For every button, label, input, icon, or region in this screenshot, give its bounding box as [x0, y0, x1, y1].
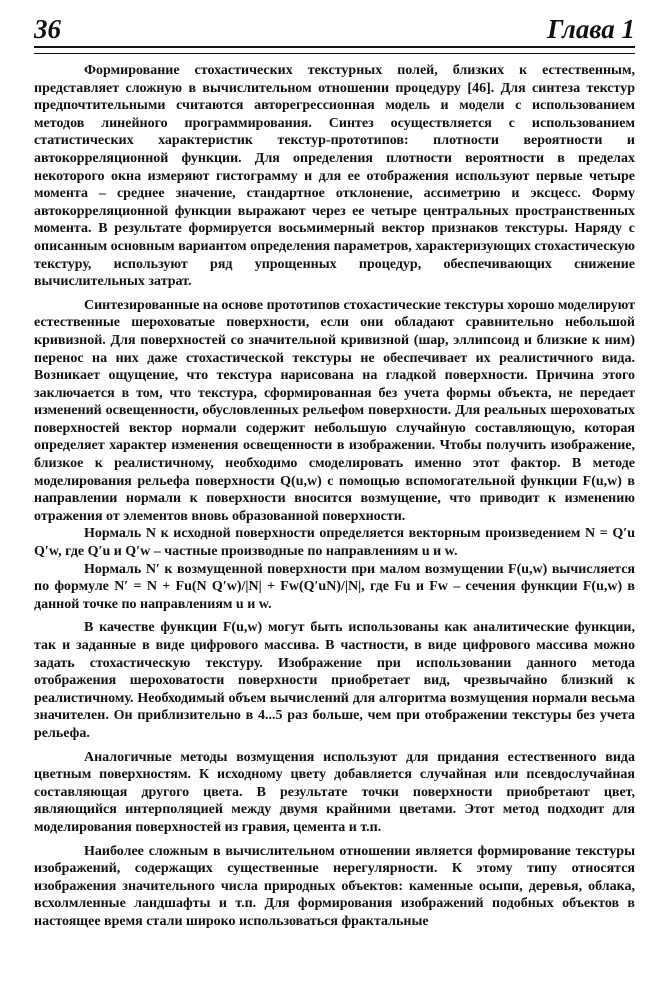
- page-header: [34, 14, 635, 48]
- paragraph-perturbed-normal: Нормаль N′ к возмущенной поверхности при малом возмущении F(u,w) вычисляется по формуле N′ = N + Fu(N Q′w)/|N| + Fw(Q′uN)/|N|, где Fu и Fw – сечения функции F(u,w) в данной точке по направлениям u и w.: [34, 561, 635, 612]
- paragraph-function-choice: В качестве функции F(u,w) могут быть использованы как аналитические функции, так и заданные в виде цифрового массива. В частности, в виде цифрового массива можно задать стохастическую текстуру. Изображение при использовании данного метода отображения шероховатости поверхности приобретает вид, чрезвычайно близкий к реалистичному. Необходимый объем вычислений для алгоритма возмущения нормали весьма значителен. Он приблизительно в 4...5 раз больше, чем при отображении текстуры без учета рельефа.: [34, 620, 635, 741]
- paragraph-normal-definition: Нормаль N к исходной поверхности определяется векторным произведением N = Q′u Q′w, где Q′u и Q′w – частные производные по направлениям u и w.: [34, 526, 635, 560]
- chapter-title: Глава 1: [547, 14, 635, 44]
- paragraph-irregular-textures: Наиболее сложным в вычислительном отношении является формирование текстуры изображений, содержащих существенные нерегулярности. К этому типу относятся изображения значительного числа природных объектов: каменные осыпи, деревья, облака, всхолмленные ландшафты и т.п. Для формирования изображений подобных объектов в настоящее время стали широко использоваться фрактальные: [34, 843, 635, 929]
- paragraph-color-perturbation: Аналогичные методы возмущения используют для придания естественного вида цветным поверхностям. К исходному цвету добавляется случайная или псевдослучайная составляющая другого цвета. В результате точки поверхности приобретают цвет, являющийся интерполяцией между двумя крайними цветами. Этот метод подходит для моделирования поверхностей из гравия, цемента и т.п.: [34, 749, 635, 835]
- paragraph-curvature: Синтезированные на основе прототипов стохастические текстуры хорошо моделируют естественные шероховатые поверхности, если они обладают сравнительно небольшой кривизной. Для поверхностей со значительной кривизной (шар, эллипсоид и близкие к ним) перенос на них даже стохастической текстуры не обеспечивает их реалистичного вида. Возникает ощущение, что текстура нарисована на гладкой поверхности. Причина этого заключается в том, что текстура, сформированная без учета формы объекта, не передает изменений освещенности, обусловленных рельефом поверхности. Для реальных шероховатых поверхностей вектор нормали содержит небольшую случайную составляющую, которая определяет характер изменения освещенности в изображении. Чтобы получить изображение, близкое к реалистичному, необходимо смоделировать именно этот фактор. В методе моделирования рельефа поверхности Q(u,w) с помощью вспомогательной функции F(u,w) в направлении нормали к поверхности вносится возмущение, что приводит к изменению отражения от элементов вновь образованной поверхности.: [34, 297, 636, 524]
- header-rule: [34, 46, 635, 54]
- body-text: [34, 62, 635, 931]
- page-number: 36: [34, 14, 61, 44]
- paragraph-stochastic-texture: Формирование стохастических текстурных полей, близких к естественным, представляет сложную в вычислительном отношении процедуру [46]. Для синтеза текстур предпочтительными считаются авторегрессионная модель и модели с использованием методов линейного программирования. Синтез осуществляется с использованием статистических характеристик текстур-прототипов: плотности вероятности и автокорреляционной функции. Для определения плотности вероятности в пределах некоторого окна измеряют гистограмму и для ее отображения используют первые четыре момента – среднее значение, стандартное отклонение, ассиметрию и эксцесс. Форму автокорреляционной функции выражают через ее четыре центральных пространственных момента. В результате формируется восьмимерный вектор признаков текстуры. Наряду с описанным основным вариантом определения параметров, характеризующих стохастическую текстуру, используют ряд упрощенных процедур, обеспечивающих снижение вычислительных затрат.: [34, 63, 635, 290]
